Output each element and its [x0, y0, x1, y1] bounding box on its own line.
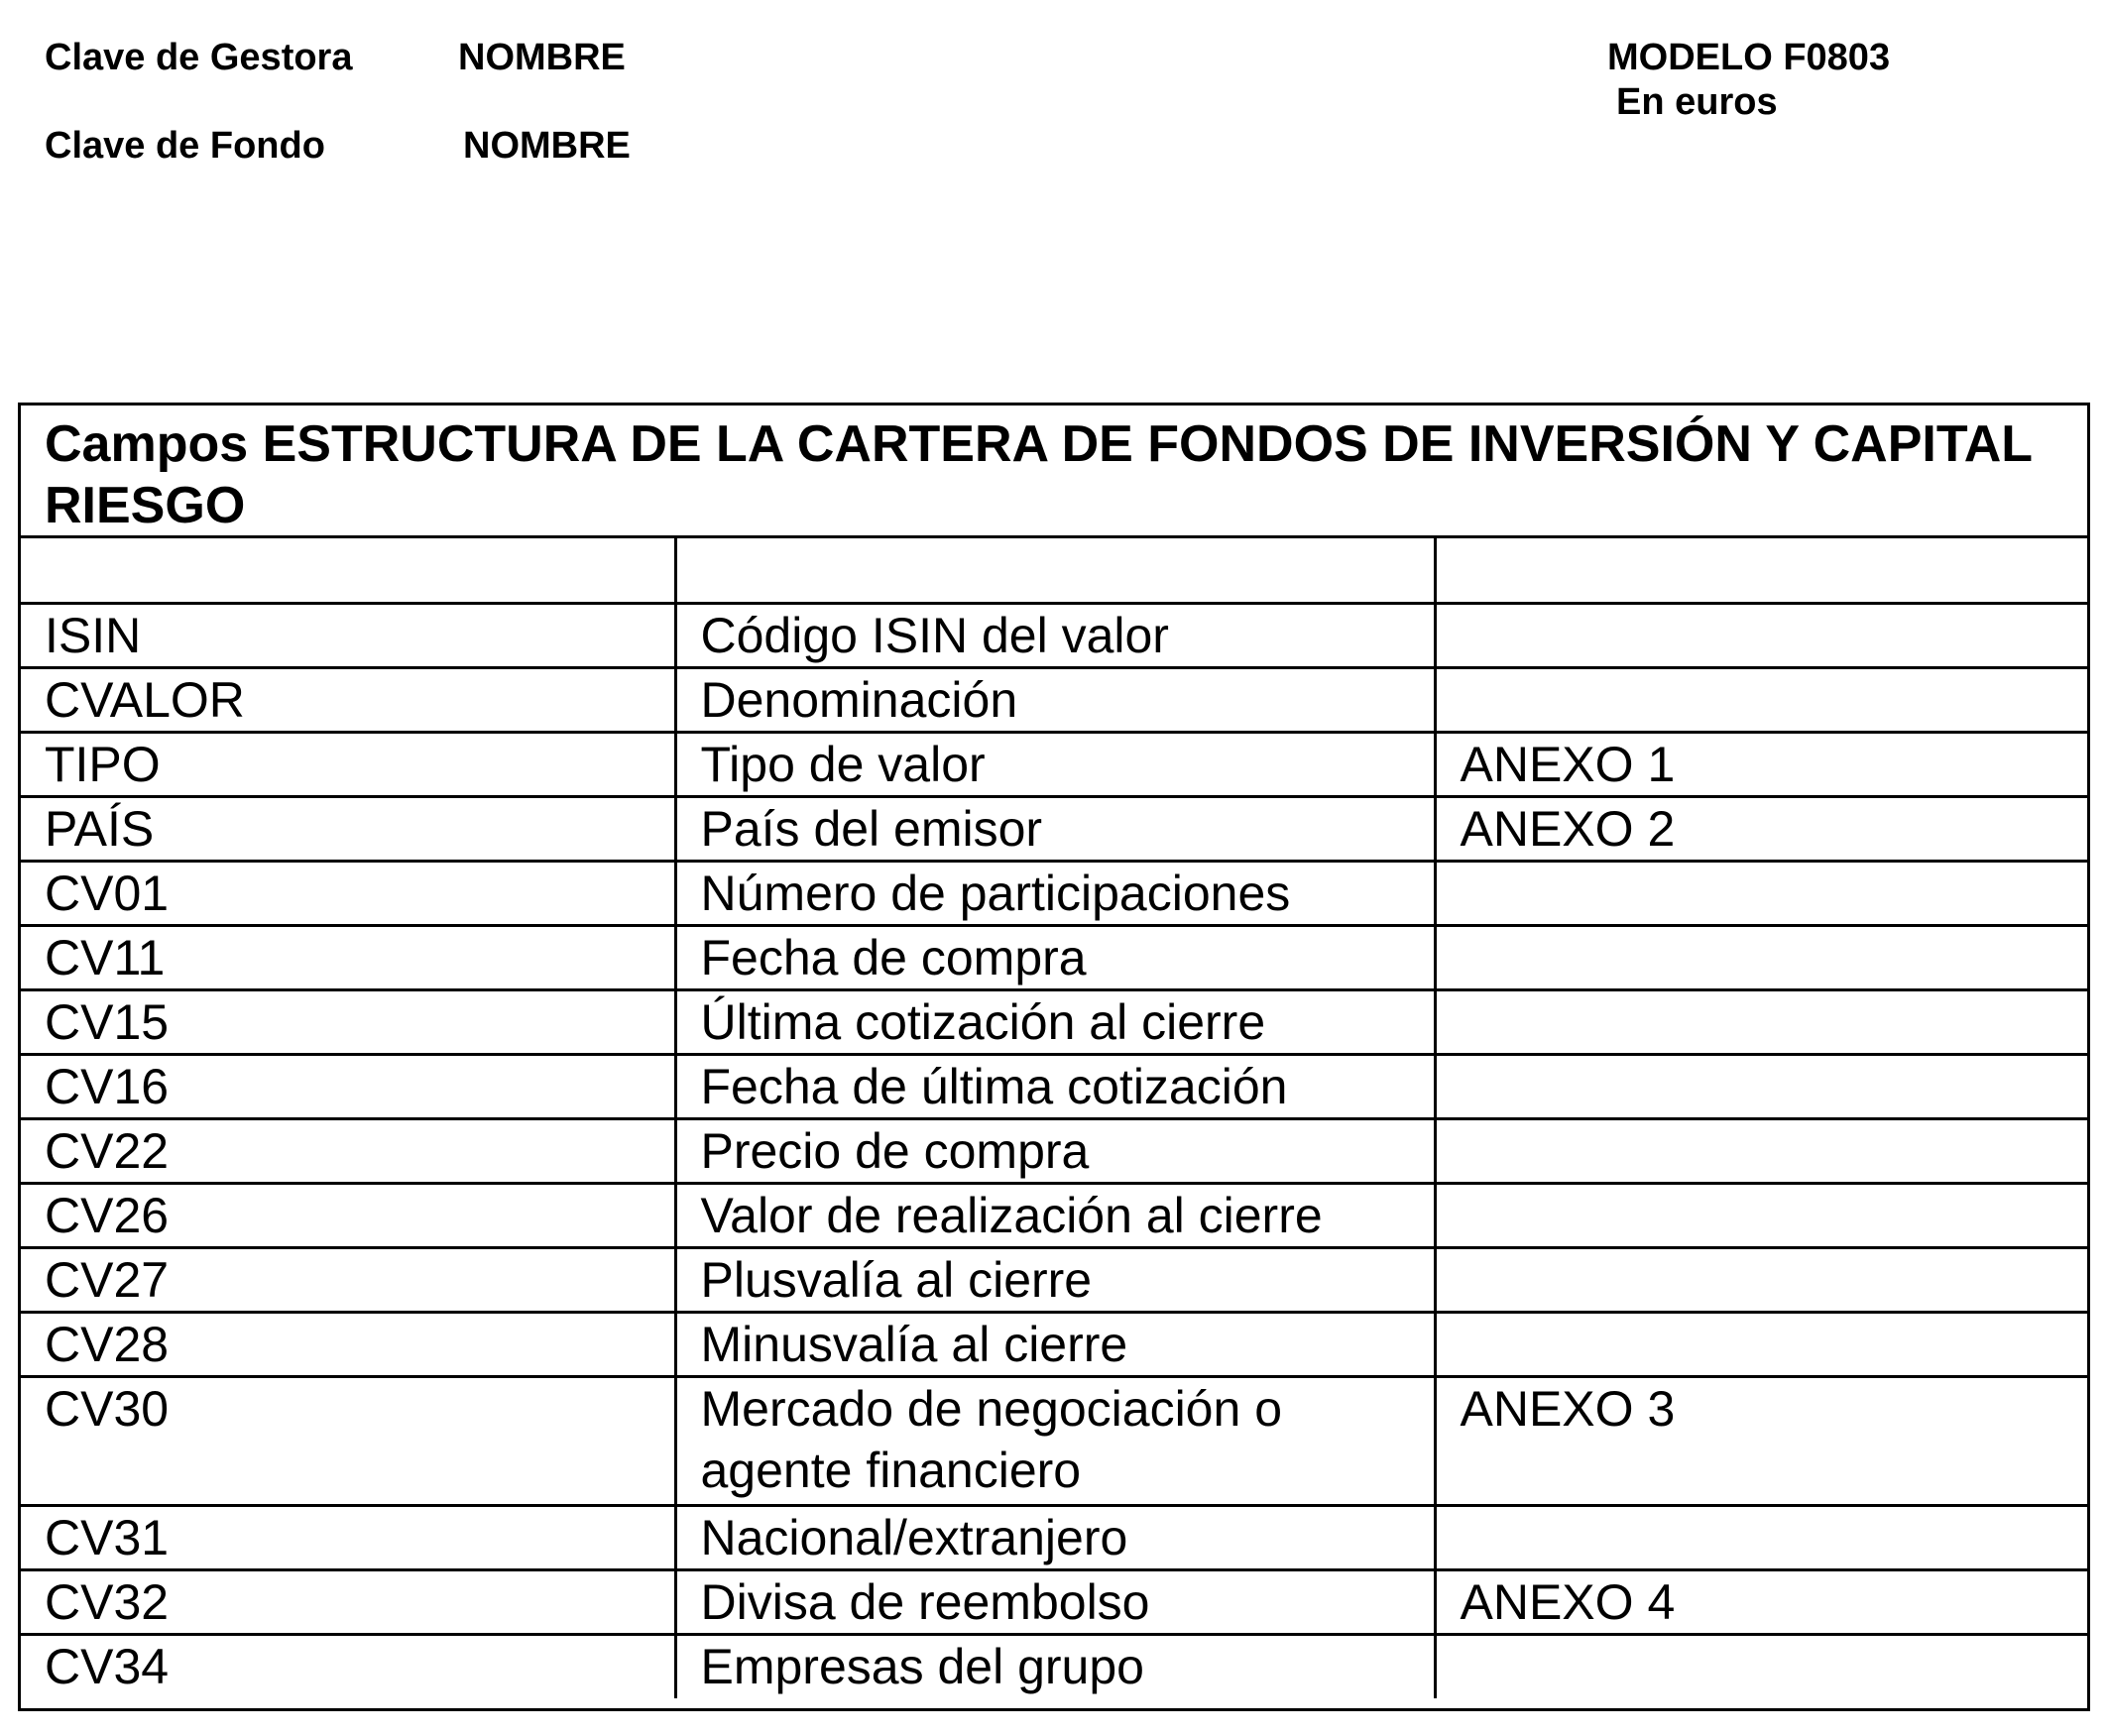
table-title: Campos ESTRUCTURA DE LA CARTERA DE FONDOS DE INVERSIÓN Y CAPITAL RIESGO — [21, 405, 2087, 538]
field-annex-cell — [1435, 538, 2087, 603]
field-code-cell: CV27 — [21, 1247, 675, 1312]
field-annex-cell: ANEXO 3 — [1435, 1376, 2087, 1505]
table-row — [21, 925, 2087, 989]
field-code-cell: CV16 — [21, 1054, 675, 1118]
field-annex-cell — [1435, 1312, 2087, 1376]
table-row — [21, 796, 2087, 861]
field-description-cell: Número de participaciones — [675, 861, 1435, 925]
field-code-cell: CV30 — [21, 1376, 675, 1505]
table-row — [21, 603, 2087, 667]
field-description-cell: Valor de realización al cierre — [675, 1183, 1435, 1247]
field-annex-cell — [1435, 667, 2087, 732]
field-annex-cell — [1435, 989, 2087, 1054]
table-row — [21, 1118, 2087, 1183]
table-row — [21, 989, 2087, 1054]
field-description-cell: Denominación — [675, 667, 1435, 732]
field-description-cell: Fecha de compra — [675, 925, 1435, 989]
field-code-cell: CV32 — [21, 1569, 675, 1634]
gestora-key-label: Clave de Gestora — [45, 37, 353, 78]
field-annex-cell — [1435, 1054, 2087, 1118]
table-row — [21, 667, 2087, 732]
field-code-cell: CVALOR — [21, 667, 675, 732]
field-code-cell: CV01 — [21, 861, 675, 925]
table-row — [21, 1247, 2087, 1312]
field-annex-cell: ANEXO 2 — [1435, 796, 2087, 861]
field-annex-cell — [1435, 925, 2087, 989]
field-code-cell: CV34 — [21, 1634, 675, 1698]
field-annex-cell — [1435, 1118, 2087, 1183]
field-annex-cell — [1435, 603, 2087, 667]
field-annex-cell — [1435, 861, 2087, 925]
field-description-cell: Nacional/extranjero — [675, 1505, 1435, 1569]
field-annex-cell — [1435, 1247, 2087, 1312]
table-row — [21, 538, 2087, 603]
field-annex-cell — [1435, 1505, 2087, 1569]
table-row — [21, 1054, 2087, 1118]
table-row — [21, 1505, 2087, 1569]
table-row — [21, 1634, 2087, 1698]
field-description-cell: País del emisor — [675, 796, 1435, 861]
field-code-cell: CV26 — [21, 1183, 675, 1247]
fields-grid — [21, 538, 2087, 1698]
field-description-cell: Mercado de negociación o agente financiero — [675, 1376, 1435, 1505]
fondo-name: NOMBRE — [463, 125, 631, 167]
field-code-cell: CV31 — [21, 1505, 675, 1569]
field-annex-cell: ANEXO 1 — [1435, 732, 2087, 796]
field-description-cell: Última cotización al cierre — [675, 989, 1435, 1054]
field-code-cell: CV15 — [21, 989, 675, 1054]
gestora-name: NOMBRE — [458, 37, 626, 78]
field-description-cell — [675, 538, 1435, 603]
field-code-cell: CV28 — [21, 1312, 675, 1376]
field-code-cell: PAÍS — [21, 796, 675, 861]
field-code-cell — [21, 538, 675, 603]
field-code-cell: ISIN — [21, 603, 675, 667]
table-row — [21, 1183, 2087, 1247]
field-description-cell: Divisa de reembolso — [675, 1569, 1435, 1634]
field-annex-cell — [1435, 1634, 2087, 1698]
field-description-cell: Plusvalía al cierre — [675, 1247, 1435, 1312]
field-description-cell: Código ISIN del valor — [675, 603, 1435, 667]
fields-table — [18, 403, 2090, 1711]
field-annex-cell: ANEXO 4 — [1435, 1569, 2087, 1634]
field-description-cell: Fecha de última cotización — [675, 1054, 1435, 1118]
field-code-cell: TIPO — [21, 732, 675, 796]
fondo-key-label: Clave de Fondo — [45, 125, 325, 167]
table-row — [21, 1312, 2087, 1376]
field-code-cell: CV11 — [21, 925, 675, 989]
table-row — [21, 732, 2087, 796]
field-description-cell: Precio de compra — [675, 1118, 1435, 1183]
model-code: MODELO F0803 — [1607, 37, 1891, 78]
field-description-cell: Empresas del grupo — [675, 1634, 1435, 1698]
table-row — [21, 1569, 2087, 1634]
field-code-cell: CV22 — [21, 1118, 675, 1183]
field-annex-cell — [1435, 1183, 2087, 1247]
field-description-cell: Minusvalía al cierre — [675, 1312, 1435, 1376]
currency-note: En euros — [1616, 81, 1778, 123]
table-row — [21, 1376, 2087, 1505]
table-row — [21, 861, 2087, 925]
field-description-cell: Tipo de valor — [675, 732, 1435, 796]
